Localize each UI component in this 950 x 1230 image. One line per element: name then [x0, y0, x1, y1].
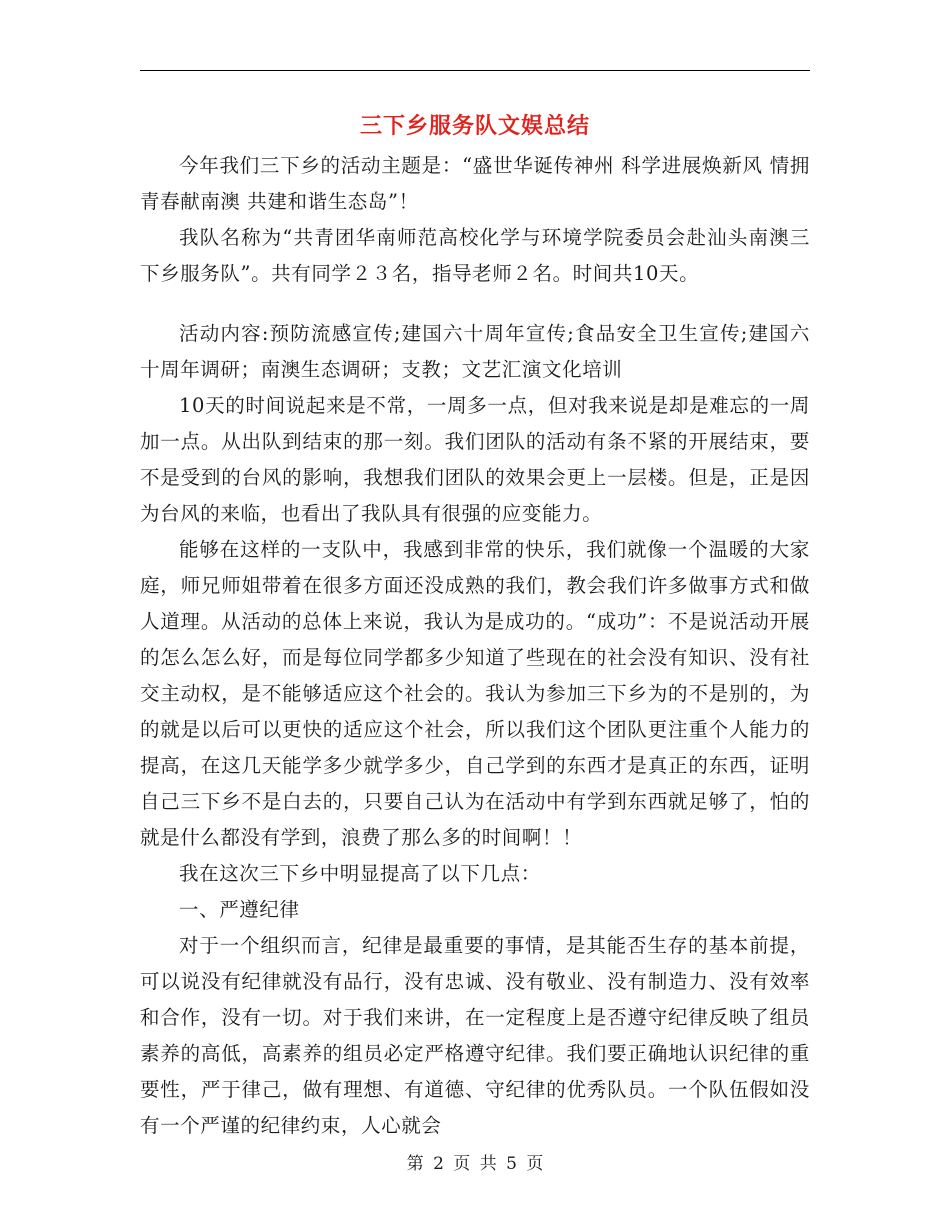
- paragraph-activities: 活动内容:预防流感宣传;建国六十周年宣传;食品安全卫生宣传;建国六十周年调研；南澳生态调研；支教；文艺汇演文化培训: [140, 322, 810, 381]
- header-rule: [140, 70, 810, 71]
- footer-page-number: 2: [433, 1154, 444, 1174]
- paragraph-ten-days: 10天的时间说起来是不常，一周多一点，但对我来说是却是难忘的一周加一点。从出队到结束的那一刻。我们团队的活动有条不紧的开展结束，要不是受到的台风的影响，我想我们团队的效果会更上一层楼。但是，正是因为台风的来临，也看出了我队具有很强的应变能力。: [140, 394, 810, 525]
- paragraph-team-feeling: 能够在这样的一支队中，我感到非常的快乐，我们就像一个温暖的大家庭，师兄师姐带着在很多方面还没成熟的我们，教会我们许多做事方式和做人道理。从活动的总体上来说，我认为是成功的。“成功”：不是说活动开展的怎么怎么好，而是每位同学都多少知道了些现在的社会没有知识、没有社交主动权，是不能够适应这个社会的。我认为参加三下乡为的不是别的，为的就是以后可以更快的适应这个社会，所以我们这个团队更注重个人能力的提高，在这几天能学多少就学多少，自己学到的东西才是真正的东西，证明自己三下乡不是白去的，只要自己认为在活动中有学到东西就足够了，怕的就是什么都没有学到，浪费了那么多的时间啊！！: [140, 538, 810, 849]
- page-title: 三下乡服务队文娱总结: [359, 113, 590, 139]
- paragraph-improvements-intro: 我在这次三下乡中明显提高了以下几点：: [179, 862, 541, 885]
- paragraph-theme: 今年我们三下乡的活动主题是：“盛世华诞传神州 科学进展焕新风 情拥青春献南澳 共建和谐生态岛”！: [140, 154, 810, 213]
- section-heading-discipline: 一、严遵纪律: [179, 898, 300, 921]
- document-body: [140, 148, 810, 1144]
- footer-prefix: 第: [406, 1154, 424, 1174]
- paragraph-team-name: 我队名称为“共青团华南师范高校化学与环境学院委员会赴汕头南澳三下乡服务队”。共有同学２３名，指导老师２名。时间共10天。: [140, 226, 810, 285]
- footer-page-unit: 页: [453, 1154, 471, 1174]
- paragraph-discipline: 对于一个组织而言，纪律是最重要的事情，是其能否生存的基本前提，可以说没有纪律就没有品行，没有忠诚、没有敬业、没有制造力、没有效率和合作，没有一切。对于我们来讲，在一定程度上是否遵守纪律反映了组员素养的高低，高素养的组员必定严格遵守纪律。我们要正确地认识纪律的重要性，严于律己，做有理想、有道德、守纪律的优秀队员。一个队伍假如没有一个严谨的纪律约束，人心就会: [140, 934, 810, 1137]
- footer-total-unit: 页: [526, 1154, 544, 1174]
- page-footer: [140, 1152, 810, 1176]
- footer-total-prefix: 共: [479, 1154, 497, 1174]
- footer-total-pages: 5: [506, 1154, 517, 1174]
